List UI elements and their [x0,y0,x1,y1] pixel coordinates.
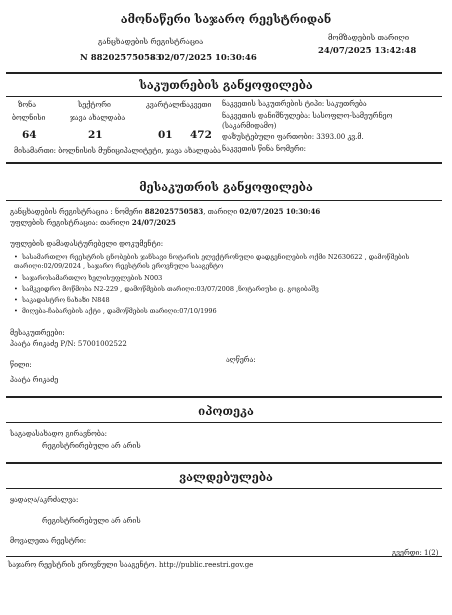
registry-link[interactable]: საჯარო რეესტრის ეროვნული სააგენტო. http://public.reestri.gov.ge [8,561,254,569]
basis-item: • საჯაროსამართლო ხელისუფლების N003 [14,275,162,282]
land-purpose: ნაკვეთის დანიშნულება: სასოფლო-სამეურნეო [222,112,393,120]
registration-date: 02/07/2025 10:30:46 [239,207,321,216]
mortgage-section-title: იპოთეკა [198,404,254,418]
seizure-status: რეგისტრირებული არ არის [42,517,141,525]
divider [6,396,442,398]
zone-label: ზონა [18,101,36,109]
description-value: პაატა რიკაძე [10,376,59,384]
basis-item: • სასამართლო რეესტრის ცნობების ჯანსავი ნოტარის ელექტრონული დადგენილების ოქმი N2630622 , დამოწმების თარიღი:02/09/2024 , საჯარო რეესტრის ეროვნული სააგენტო [14,253,434,271]
obligation-section-title: ვალდებულება [179,470,273,484]
registration-line [10,208,320,216]
right-registered-prefix: უფლების რეგისტრაცია: თარიღი [10,219,130,227]
tax-lien-label: საგადასახადო გირავნობა: [10,430,108,438]
divider [6,96,442,97]
divider [6,162,442,164]
parcel-label: ნაკვეთი [182,101,212,109]
divider [6,462,442,464]
footer-divider [6,556,442,557]
block-label: კვარტალი [146,101,184,109]
property-section-title: საკუთრების განყოფილება [139,78,313,92]
share-label: წილი: [10,361,32,369]
land-area: დაზუსტებული ფართობი: 3393.00 კვ.მ. [222,133,364,141]
land-purpose-sub: (საკარმიდამო) [222,122,277,130]
application-date: - 02/07/2025 10:30:46 [152,53,257,63]
previous-number: ნაკვეთის წინა ნომერი: [222,145,306,153]
divider [6,72,442,74]
owners-value: პაატა რიკაძე P/N: 57001002522 [10,340,127,348]
application-number: N 882025750583 [80,53,162,63]
sector-sub-label: ჯავა ახალდაბა [70,114,126,122]
sector-code: 21 [88,129,103,141]
page-number: გვერდი: 1(2) [392,549,439,557]
description-label: აღწერა: [226,356,256,364]
divider [6,488,442,489]
seizure-label: ყადაღა/აკრძალვა: [10,496,79,504]
owners-label: მესაკუთრეები: [10,329,65,337]
basis-item: • სამკვიდრო მოწმობა N2-229 , დამოწმების თარიღი:03/07/2008 ,ნოტარიუსი ც. გოგიბაშვ [14,286,319,293]
parcel-code: 472 [190,129,212,141]
sector-label: სექტორი [78,101,111,109]
basis-item: • მიღება-ჩაბარების აქტი , დამოწმების თარიღი:07/10/1996 [14,308,217,315]
right-registered-date: 24/07/2025 [131,218,176,227]
registration-prefix: განცხადების რეგისტრაცია : ნომერი [10,208,143,216]
registration-number: 882025750583 [144,207,204,216]
registration-date-prefix: , თარიღი [203,208,238,216]
address: მისამართი: ბოლნისის მუნიციპალიტეტი, ჯავა ახალდაბა [14,147,221,155]
basis-label: უფლების დამადასტურებელი დოკუმენტი: [10,240,164,248]
document-title: ამონაწერი საჯარო რეესტრიდან [120,12,332,26]
divider [6,200,442,201]
mortgage-status: რეგისტრირებული არ არის [42,442,141,450]
basis-item: • საკადასტრო ნახაზი N848 [14,297,110,304]
footer-source [8,562,253,569]
debtors-registry-label: მოვალეთა რეესტრი: [10,537,87,545]
print-date: 24/07/2025 13:42:48 [318,46,417,56]
zone-code: 64 [22,129,37,141]
print-date-label: მომზადების თარიღი [328,33,410,42]
right-registered-line [10,219,176,227]
application-label: განცხადების რეგისტრაცია [98,37,204,46]
zone-sub-label: ბოლნისი [12,114,46,122]
ownership-type: ნაკვეთის საკუთრების ტიპი: საკუთრება [222,100,367,108]
owner-section-title: მესაკუთრის განყოფილება [139,180,313,194]
block-code: 01 [158,129,173,141]
divider [6,422,442,423]
